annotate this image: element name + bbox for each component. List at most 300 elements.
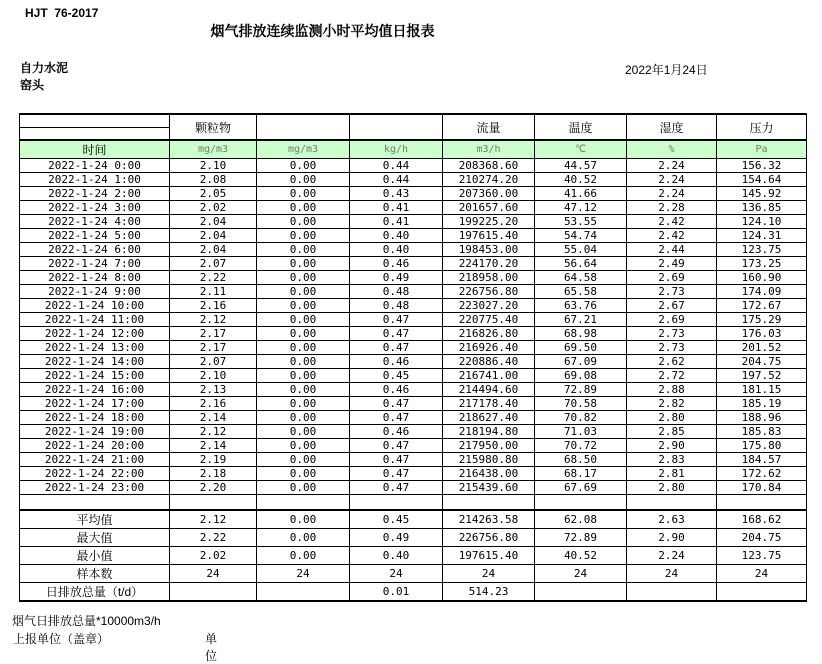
value-cell: 172.62 bbox=[717, 467, 807, 481]
value-cell: 226756.80 bbox=[443, 528, 535, 546]
value-cell: 0.00 bbox=[257, 355, 350, 369]
summary-row bbox=[20, 528, 807, 546]
value-cell: 0.44 bbox=[350, 159, 443, 173]
value-cell: 201.52 bbox=[717, 341, 807, 355]
table-row bbox=[20, 313, 807, 327]
table-row bbox=[20, 285, 807, 299]
value-cell: 0.00 bbox=[257, 369, 350, 383]
value-cell: 68.17 bbox=[535, 467, 627, 481]
value-cell: 2.72 bbox=[627, 369, 717, 383]
value-cell: 217950.00 bbox=[443, 439, 535, 453]
value-cell: 67.69 bbox=[535, 481, 627, 495]
unit-pa: Pa bbox=[717, 140, 807, 159]
value-cell: 2.05 bbox=[170, 187, 257, 201]
value-cell: 2.04 bbox=[170, 229, 257, 243]
table-row bbox=[20, 355, 807, 369]
header-blank-2 bbox=[350, 114, 443, 140]
row-label-cell: 2022-1-24 5:00 bbox=[20, 229, 170, 243]
value-cell: 124.10 bbox=[717, 215, 807, 229]
value-cell: 2.11 bbox=[170, 285, 257, 299]
value-cell: 40.52 bbox=[535, 546, 627, 564]
table-row bbox=[20, 229, 807, 243]
value-cell: 2.13 bbox=[170, 383, 257, 397]
value-cell: 2.85 bbox=[627, 425, 717, 439]
summary-row bbox=[20, 564, 807, 582]
row-label-cell: 2022-1-24 1:00 bbox=[20, 173, 170, 187]
value-cell: 72.89 bbox=[535, 528, 627, 546]
value-cell: 63.76 bbox=[535, 299, 627, 313]
summary-row bbox=[20, 510, 807, 529]
table-row bbox=[20, 159, 807, 173]
value-cell: 188.96 bbox=[717, 411, 807, 425]
value-cell: 0.45 bbox=[350, 369, 443, 383]
value-cell: 41.66 bbox=[535, 187, 627, 201]
value-cell: 0.00 bbox=[257, 341, 350, 355]
report-table bbox=[19, 113, 807, 602]
value-cell: 24 bbox=[170, 564, 257, 582]
value-cell: 2.24 bbox=[627, 546, 717, 564]
value-cell: 47.12 bbox=[535, 201, 627, 215]
value-cell: 2.90 bbox=[627, 528, 717, 546]
table-row bbox=[20, 341, 807, 355]
value-cell: 0.48 bbox=[350, 299, 443, 313]
table-row bbox=[20, 271, 807, 285]
value-cell: 123.75 bbox=[717, 243, 807, 257]
value-cell: 0.00 bbox=[257, 528, 350, 546]
value-cell: 2.69 bbox=[627, 313, 717, 327]
value-cell: 174.09 bbox=[717, 285, 807, 299]
value-cell: 0.40 bbox=[350, 243, 443, 257]
value-cell: 218958.00 bbox=[443, 271, 535, 285]
value-cell: 210274.20 bbox=[443, 173, 535, 187]
row-label-cell: 2022-1-24 19:00 bbox=[20, 425, 170, 439]
standard-label: HJT 76-2017 bbox=[25, 6, 99, 20]
time-header-blank-top bbox=[20, 114, 170, 127]
table-row bbox=[20, 173, 807, 187]
value-cell bbox=[170, 495, 257, 510]
unit-celsius: ℃ bbox=[535, 140, 627, 159]
value-cell: 0.43 bbox=[350, 187, 443, 201]
value-cell: 71.03 bbox=[535, 425, 627, 439]
value-cell: 0.49 bbox=[350, 271, 443, 285]
value-cell: 215980.80 bbox=[443, 453, 535, 467]
footer-note: 烟气日排放总量*10000m3/h bbox=[12, 614, 161, 628]
value-cell: 72.89 bbox=[535, 383, 627, 397]
table-row bbox=[20, 411, 807, 425]
value-cell: 172.67 bbox=[717, 299, 807, 313]
value-cell: 0.47 bbox=[350, 313, 443, 327]
value-cell: 2.80 bbox=[627, 481, 717, 495]
value-cell: 68.98 bbox=[535, 327, 627, 341]
row-label-cell: 平均值 bbox=[20, 510, 170, 529]
value-cell: 2.12 bbox=[170, 425, 257, 439]
header-flow: 流量 bbox=[443, 114, 535, 140]
value-cell: 24 bbox=[443, 564, 535, 582]
value-cell bbox=[717, 495, 807, 510]
value-cell: 2.02 bbox=[170, 201, 257, 215]
value-cell: 185.83 bbox=[717, 425, 807, 439]
value-cell: 65.58 bbox=[535, 285, 627, 299]
row-label-cell: 最大值 bbox=[20, 528, 170, 546]
row-label-cell: 2022-1-24 21:00 bbox=[20, 453, 170, 467]
value-cell: 0.00 bbox=[257, 229, 350, 243]
value-cell: 2.10 bbox=[170, 369, 257, 383]
value-cell: 0.00 bbox=[257, 546, 350, 564]
value-cell: 2.44 bbox=[627, 243, 717, 257]
value-cell: 0.00 bbox=[257, 285, 350, 299]
value-cell: 2.90 bbox=[627, 439, 717, 453]
table-row bbox=[20, 243, 807, 257]
value-cell: 0.40 bbox=[350, 229, 443, 243]
value-cell: 0.47 bbox=[350, 453, 443, 467]
value-cell: 216438.00 bbox=[443, 467, 535, 481]
value-cell: 156.32 bbox=[717, 159, 807, 173]
table-row bbox=[20, 327, 807, 341]
row-label-cell: 2022-1-24 0:00 bbox=[20, 159, 170, 173]
report-unit-label: 上报单位（盖章） bbox=[13, 632, 110, 646]
value-cell: 168.62 bbox=[717, 510, 807, 529]
table-row bbox=[20, 257, 807, 271]
value-cell: 2.81 bbox=[627, 467, 717, 481]
value-cell: 2.24 bbox=[627, 187, 717, 201]
value-cell: 145.92 bbox=[717, 187, 807, 201]
value-cell: 175.80 bbox=[717, 439, 807, 453]
value-cell: 0.00 bbox=[257, 159, 350, 173]
value-cell: 2.24 bbox=[627, 159, 717, 173]
summary-row bbox=[20, 546, 807, 564]
value-cell: 70.58 bbox=[535, 397, 627, 411]
page-title: 烟气排放连续监测小时平均值日报表 bbox=[210, 23, 435, 39]
value-cell: 514.23 bbox=[443, 582, 535, 601]
row-label-cell: 2022-1-24 3:00 bbox=[20, 201, 170, 215]
value-cell: 0.00 bbox=[257, 201, 350, 215]
value-cell bbox=[535, 582, 627, 601]
row-label-cell: 2022-1-24 20:00 bbox=[20, 439, 170, 453]
value-cell: 70.72 bbox=[535, 439, 627, 453]
value-cell: 0.00 bbox=[257, 397, 350, 411]
unit-mg-m3-1: mg/m3 bbox=[170, 140, 257, 159]
value-cell: 201657.60 bbox=[443, 201, 535, 215]
value-cell: 2.83 bbox=[627, 453, 717, 467]
value-cell: 0.44 bbox=[350, 173, 443, 187]
value-cell: 198453.00 bbox=[443, 243, 535, 257]
row-label-cell: 2022-1-24 11:00 bbox=[20, 313, 170, 327]
value-cell bbox=[535, 495, 627, 510]
value-cell: 226756.80 bbox=[443, 285, 535, 299]
value-cell: 2.02 bbox=[170, 546, 257, 564]
table-row bbox=[20, 397, 807, 411]
value-cell: 2.18 bbox=[170, 467, 257, 481]
header-temperature: 温度 bbox=[535, 114, 627, 140]
value-cell: 124.31 bbox=[717, 229, 807, 243]
value-cell: 173.25 bbox=[717, 257, 807, 271]
value-cell: 0.41 bbox=[350, 215, 443, 229]
value-cell: 220886.40 bbox=[443, 355, 535, 369]
value-cell: 2.73 bbox=[627, 341, 717, 355]
value-cell: 54.74 bbox=[535, 229, 627, 243]
value-cell: 0.47 bbox=[350, 481, 443, 495]
value-cell: 2.07 bbox=[170, 355, 257, 369]
value-cell: 2.14 bbox=[170, 411, 257, 425]
value-cell: 214263.58 bbox=[443, 510, 535, 529]
unit-mg-m3-2: mg/m3 bbox=[257, 140, 350, 159]
report-date: 2022年1月24日 bbox=[625, 63, 708, 77]
value-cell: 0.00 bbox=[257, 439, 350, 453]
value-cell: 197.52 bbox=[717, 369, 807, 383]
row-label-cell bbox=[20, 495, 170, 510]
table-row bbox=[20, 215, 807, 229]
value-cell: 175.29 bbox=[717, 313, 807, 327]
time-header-blank-bottom bbox=[20, 127, 170, 140]
header-time: 时间 bbox=[20, 140, 170, 159]
value-cell: 170.84 bbox=[717, 481, 807, 495]
row-label-cell: 2022-1-24 6:00 bbox=[20, 243, 170, 257]
row-label-cell: 2022-1-24 8:00 bbox=[20, 271, 170, 285]
unit-kg-h: kg/h bbox=[350, 140, 443, 159]
value-cell: 197615.40 bbox=[443, 229, 535, 243]
value-cell: 0.47 bbox=[350, 467, 443, 481]
table-row bbox=[20, 383, 807, 397]
value-cell: 123.75 bbox=[717, 546, 807, 564]
value-cell: 0.46 bbox=[350, 383, 443, 397]
value-cell: 215439.60 bbox=[443, 481, 535, 495]
value-cell bbox=[627, 495, 717, 510]
value-cell: 185.19 bbox=[717, 397, 807, 411]
value-cell: 2.12 bbox=[170, 510, 257, 529]
table-row bbox=[20, 467, 807, 481]
value-cell: 0.46 bbox=[350, 425, 443, 439]
value-cell: 218194.80 bbox=[443, 425, 535, 439]
value-cell: 40.52 bbox=[535, 173, 627, 187]
value-cell: 176.03 bbox=[717, 327, 807, 341]
row-label-cell: 2022-1-24 22:00 bbox=[20, 467, 170, 481]
header-humidity: 湿度 bbox=[627, 114, 717, 140]
value-cell: 0.00 bbox=[257, 173, 350, 187]
value-cell: 68.50 bbox=[535, 453, 627, 467]
value-cell: 0.00 bbox=[257, 481, 350, 495]
value-cell: 160.90 bbox=[717, 271, 807, 285]
value-cell: 220775.40 bbox=[443, 313, 535, 327]
value-cell: 0.45 bbox=[350, 510, 443, 529]
row-label-cell: 2022-1-24 2:00 bbox=[20, 187, 170, 201]
value-cell: 0.00 bbox=[257, 187, 350, 201]
row-label-cell: 2022-1-24 9:00 bbox=[20, 285, 170, 299]
value-cell bbox=[627, 582, 717, 601]
monitor-location: 窑头 bbox=[20, 78, 45, 92]
row-label-cell: 样本数 bbox=[20, 564, 170, 582]
spacer-row bbox=[20, 495, 807, 510]
value-cell: 0.00 bbox=[257, 257, 350, 271]
value-cell: 67.09 bbox=[535, 355, 627, 369]
value-cell: 0.00 bbox=[257, 383, 350, 397]
value-cell: 64.58 bbox=[535, 271, 627, 285]
value-cell: 0.01 bbox=[350, 582, 443, 601]
value-cell: 67.21 bbox=[535, 313, 627, 327]
table-row bbox=[20, 481, 807, 495]
value-cell: 0.00 bbox=[257, 411, 350, 425]
row-label-cell: 2022-1-24 10:00 bbox=[20, 299, 170, 313]
value-cell: 0.00 bbox=[257, 425, 350, 439]
value-cell: 2.73 bbox=[627, 327, 717, 341]
header-pressure: 压力 bbox=[717, 114, 807, 140]
row-label-cell: 日排放总量（t/d） bbox=[20, 582, 170, 601]
unit-row bbox=[20, 140, 807, 159]
value-cell: 69.50 bbox=[535, 341, 627, 355]
table-row bbox=[20, 439, 807, 453]
value-cell bbox=[257, 582, 350, 601]
company-name: 自力水泥 bbox=[20, 61, 69, 75]
value-cell: 224170.20 bbox=[443, 257, 535, 271]
value-cell: 0.00 bbox=[257, 467, 350, 481]
table-row bbox=[20, 369, 807, 383]
value-cell: 214494.60 bbox=[443, 383, 535, 397]
value-cell: 0.47 bbox=[350, 327, 443, 341]
value-cell: 0.00 bbox=[257, 271, 350, 285]
value-cell: 0.49 bbox=[350, 528, 443, 546]
value-cell: 204.75 bbox=[717, 355, 807, 369]
value-cell bbox=[257, 495, 350, 510]
value-cell: 207360.00 bbox=[443, 187, 535, 201]
unit-m3-h: m3/h bbox=[443, 140, 535, 159]
data-rows bbox=[20, 159, 807, 601]
value-cell: 2.28 bbox=[627, 201, 717, 215]
header-row-top bbox=[20, 114, 807, 127]
table-row bbox=[20, 201, 807, 215]
value-cell: 2.24 bbox=[627, 173, 717, 187]
value-cell: 2.22 bbox=[170, 271, 257, 285]
value-cell: 0.00 bbox=[257, 510, 350, 529]
value-cell: 0.00 bbox=[257, 453, 350, 467]
value-cell: 2.04 bbox=[170, 215, 257, 229]
value-cell: 24 bbox=[717, 564, 807, 582]
row-label-cell: 2022-1-24 7:00 bbox=[20, 257, 170, 271]
value-cell bbox=[717, 582, 807, 601]
value-cell: 218627.40 bbox=[443, 411, 535, 425]
value-cell: 24 bbox=[535, 564, 627, 582]
value-cell: 0.40 bbox=[350, 546, 443, 564]
value-cell: 208368.60 bbox=[443, 159, 535, 173]
value-cell: 0.47 bbox=[350, 397, 443, 411]
value-cell: 2.62 bbox=[627, 355, 717, 369]
value-cell bbox=[443, 495, 535, 510]
value-cell: 2.80 bbox=[627, 411, 717, 425]
header-particulate: 颗粒物 bbox=[170, 114, 257, 140]
table-row bbox=[20, 187, 807, 201]
row-label-cell: 2022-1-24 4:00 bbox=[20, 215, 170, 229]
value-cell: 154.64 bbox=[717, 173, 807, 187]
value-cell: 53.55 bbox=[535, 215, 627, 229]
value-cell: 184.57 bbox=[717, 453, 807, 467]
value-cell: 2.17 bbox=[170, 341, 257, 355]
value-cell: 2.19 bbox=[170, 453, 257, 467]
row-label-cell: 2022-1-24 14:00 bbox=[20, 355, 170, 369]
value-cell: 217178.40 bbox=[443, 397, 535, 411]
value-cell: 62.08 bbox=[535, 510, 627, 529]
value-cell: 55.04 bbox=[535, 243, 627, 257]
value-cell: 0.46 bbox=[350, 257, 443, 271]
value-cell: 56.64 bbox=[535, 257, 627, 271]
value-cell: 2.08 bbox=[170, 173, 257, 187]
value-cell: 216826.80 bbox=[443, 327, 535, 341]
value-cell: 216741.00 bbox=[443, 369, 535, 383]
row-label-cell: 2022-1-24 15:00 bbox=[20, 369, 170, 383]
value-cell: 197615.40 bbox=[443, 546, 535, 564]
value-cell: 2.12 bbox=[170, 313, 257, 327]
value-cell: 2.42 bbox=[627, 215, 717, 229]
summary-row bbox=[20, 582, 807, 601]
value-cell: 199225.20 bbox=[443, 215, 535, 229]
value-cell: 223027.20 bbox=[443, 299, 535, 313]
unit-label: 单位 bbox=[205, 632, 218, 663]
row-label-cell: 2022-1-24 16:00 bbox=[20, 383, 170, 397]
value-cell: 24 bbox=[257, 564, 350, 582]
value-cell: 0.47 bbox=[350, 341, 443, 355]
value-cell: 44.57 bbox=[535, 159, 627, 173]
value-cell: 2.88 bbox=[627, 383, 717, 397]
value-cell: 136.85 bbox=[717, 201, 807, 215]
value-cell: 0.47 bbox=[350, 439, 443, 453]
value-cell: 2.63 bbox=[627, 510, 717, 529]
table-row bbox=[20, 299, 807, 313]
value-cell: 2.22 bbox=[170, 528, 257, 546]
row-label-cell: 2022-1-24 23:00 bbox=[20, 481, 170, 495]
value-cell: 70.82 bbox=[535, 411, 627, 425]
value-cell: 2.16 bbox=[170, 299, 257, 313]
value-cell: 0.00 bbox=[257, 243, 350, 257]
value-cell: 2.73 bbox=[627, 285, 717, 299]
row-label-cell: 2022-1-24 13:00 bbox=[20, 341, 170, 355]
value-cell: 2.69 bbox=[627, 271, 717, 285]
value-cell: 2.16 bbox=[170, 397, 257, 411]
value-cell: 2.49 bbox=[627, 257, 717, 271]
value-cell: 216926.40 bbox=[443, 341, 535, 355]
value-cell: 0.00 bbox=[257, 299, 350, 313]
table-row bbox=[20, 425, 807, 439]
table-row bbox=[20, 453, 807, 467]
value-cell: 2.10 bbox=[170, 159, 257, 173]
value-cell bbox=[170, 582, 257, 601]
value-cell: 0.00 bbox=[257, 215, 350, 229]
value-cell: 2.17 bbox=[170, 327, 257, 341]
value-cell: 0.47 bbox=[350, 411, 443, 425]
footer-line2 bbox=[13, 630, 218, 663]
value-cell: 2.04 bbox=[170, 243, 257, 257]
value-cell: 181.15 bbox=[717, 383, 807, 397]
value-cell: 69.08 bbox=[535, 369, 627, 383]
value-cell: 0.00 bbox=[257, 327, 350, 341]
row-label-cell: 2022-1-24 12:00 bbox=[20, 327, 170, 341]
value-cell: 24 bbox=[627, 564, 717, 582]
value-cell: 2.20 bbox=[170, 481, 257, 495]
row-label-cell: 最小值 bbox=[20, 546, 170, 564]
value-cell: 24 bbox=[350, 564, 443, 582]
value-cell: 2.82 bbox=[627, 397, 717, 411]
row-label-cell: 2022-1-24 17:00 bbox=[20, 397, 170, 411]
value-cell bbox=[350, 495, 443, 510]
row-label-cell: 2022-1-24 18:00 bbox=[20, 411, 170, 425]
value-cell: 2.67 bbox=[627, 299, 717, 313]
value-cell: 204.75 bbox=[717, 528, 807, 546]
value-cell: 0.48 bbox=[350, 285, 443, 299]
header-blank-1 bbox=[257, 114, 350, 140]
value-cell: 0.41 bbox=[350, 201, 443, 215]
value-cell: 0.00 bbox=[257, 313, 350, 327]
value-cell: 2.14 bbox=[170, 439, 257, 453]
value-cell: 2.07 bbox=[170, 257, 257, 271]
value-cell: 0.46 bbox=[350, 355, 443, 369]
unit-percent: % bbox=[627, 140, 717, 159]
value-cell: 2.42 bbox=[627, 229, 717, 243]
